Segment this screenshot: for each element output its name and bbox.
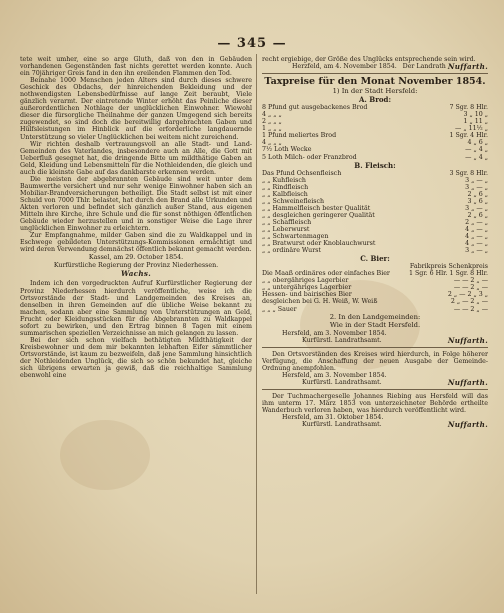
price-label: Das Pfund Ochsenfleisch [262, 169, 342, 177]
price-value: 3 „ 6 „ [467, 197, 488, 205]
price-label: „ „ desgleichen geringerer Qualität [262, 211, 375, 219]
paragraph: Der Tuchmachergeselle Johannes Riebing aus Hersfeld will das ihm unterm 17. März 1853 von unterzeichneter Behörde ertheilte Wanderbuch verloren haben, was hierdurch veröffentlicht wird. [262, 392, 488, 415]
signature-place: Hersfeld, am 31. Oktober 1854. [282, 414, 384, 422]
price-value: 2 „ — 2 „ — [450, 298, 488, 306]
signature-place: Hersfeld, am 3. November 1854. [282, 371, 387, 379]
price-row [262, 233, 488, 240]
paragraph: tete weit umher, eine so arge Gluth, daß von den in Gebäuden vorhandenen Gegenständen fast nichts gerettet werden konnte. Auch ein 70jähriger Greis fand in den ihn ereilenden Flammen den Tod. [20, 56, 252, 78]
price-value: 3 „ — „ [465, 204, 488, 212]
price-label: „ „ Hammelfleisch bester Qualität [262, 204, 371, 212]
price-value: 3 „ — „ [465, 247, 488, 255]
price-value: 2 „ 6 „ [467, 211, 488, 219]
price-value: — „ 11½ „ [455, 125, 488, 133]
price-label: 2 „ „ „ [262, 118, 282, 126]
signature-place: Hersfeld, am 3. November 1854. [282, 329, 387, 337]
section-rule [262, 347, 488, 348]
signature-name: Nuffarth. [447, 420, 488, 430]
price-value: — „ 4 „ [465, 146, 488, 154]
paragraph: Wir richten deshalb vertrauungsvoll an alle Stadt- und Land-Gemeinden des Vaterlandes, insbesondere auch an Alle, die Gott mit Ueberfluß gesegnet hat, die dringende Bitte um mildthätige Gaben an Geld, Kleidung und Lebensmitteln für die Nothleidenden, die gleich und auch die kleinste Gabe auf das dankbarste erkennen werden. [20, 140, 252, 176]
price-row [262, 154, 488, 161]
price-row [262, 184, 488, 191]
price-label: 8 Pfund gut ausgebackenes Brod [262, 104, 368, 112]
price-value: — „ 4 „ [465, 153, 488, 161]
price-value: 3 „ — „ [465, 176, 488, 184]
price-row [262, 270, 488, 277]
price-row [262, 226, 488, 233]
price-row [262, 284, 488, 291]
price-label: „ „ Rindfleisch [262, 183, 309, 191]
price-label: 7½ Loth Wecke [262, 146, 312, 154]
paragraph: Bei der sich schon vielfach bethätigten Mildthätigkeit der Kreisbewohner und dem mir bekannten lebhaften Eifer sämmtlicher Ortsvorstände, ist kaum zu bezweifeln, daß jene Sammlung hinsichtlich der Nothleidenden Unglück, die sich so schön bekundet hat, gleiche sich übrigens erwarten ja gewiß, daß die reichhaltige Sammlung ebenwohl eine [20, 336, 252, 380]
signature-name: Wachs. [120, 269, 152, 279]
signature-authority: Der Landrath [402, 63, 446, 71]
price-row [262, 111, 488, 118]
page-number: — 345 — [217, 36, 287, 51]
section-heading-land: 2. In den Landgemeinden: [329, 312, 421, 321]
paragraph: Beinahe 1000 Menschen jeden Alters sind durch dieses schwere Geschick des Obdachs, der hinreichenden Bekleidung und der nothwendigsten Lebensbedürfnisse auf lange Zeit beraubt, Viele gänzlich verarmt. Der eintretende Winter erhöht das Peinliche dieser außerordentlichen Nothlage der unglücklichen Einwohner. Wiewohl dieser die fürsorgliche Theilnahme der ganzen Umgegend sich bereits zugewendet, so sind doch die bereitwillig dargebrachten Gaben und Hülfsleistungen im Hinblick auf die erforderliche langdauernde Unterstützung so vieler Unglücklichen bei weitem nicht zureichend. [20, 77, 252, 141]
price-label: 4 „ „ „ [262, 139, 282, 147]
signature-authority: Kurfürstl. Landrathsamt. [302, 336, 382, 344]
signature-authority: Kurfürstliche Regierung der Provinz Niederhessen. [53, 262, 219, 270]
price-value: 3 Sgr. 8 Hlr. [449, 169, 488, 177]
price-label: 5 Loth Milch- oder Franzbrod [262, 153, 357, 161]
price-value: 1 „ 11 „ [463, 118, 488, 126]
price-label: „ „ Schwartenmagen [262, 233, 329, 241]
signature-authority: Kurfürstl. Landrathsamt. [302, 378, 382, 386]
price-value: 4 „ 6 „ [467, 139, 488, 147]
price-value: 7 Sgr. 8 Hlr. [449, 104, 488, 112]
section-rule [262, 73, 488, 74]
price-row [262, 298, 488, 305]
tax-title: Taxpreise für den Monat November 1854. [264, 76, 486, 88]
paragraph: Die meisten der abgebrannten Gebäude sind weit unter dem Baumwerthe versichert und nur sehr wenige Einwohner haben sich an Mobiliar-Brandversicherungen betheiligt. Die Stadt selbst ist mit einer Schuld von 7000 Thlr. belastet, hat durch den Brand alle Urkunden und Akten verloren und befindet sich gänzlich außer Stand, aus eigenen Mitteln ihre Kirche, ihre Schule und die für sonst nöthigen öffentlichen Gebäude wieder herzustellen und in sonstiger Weise die Lage ihrer unglücklichen Einwohner zu erleichtern. [20, 175, 252, 233]
price-row [262, 132, 488, 139]
price-value: 2 „ — 2 „ 3 „ [447, 291, 488, 299]
price-value: — — 2 „ — [453, 284, 488, 292]
tax-subtitle: 1) In der Stadt Hersfeld: [332, 87, 418, 96]
price-label: „ „ Schaffleisch [262, 218, 312, 226]
price-row [262, 277, 488, 284]
price-row [262, 219, 488, 226]
right-column [262, 56, 488, 428]
price-label: desgleichen bei G. H. Weiß, W. Weiß [262, 298, 378, 306]
price-label: „ „ Kuhfleisch [262, 176, 306, 184]
price-label: 1 Pfund meliertes Brod [262, 132, 337, 140]
price-label: 1 „ „ „ [262, 125, 282, 133]
fleisch-list [262, 170, 488, 255]
price-value: — — 2 „ — [453, 305, 488, 313]
paragraph: Indem ich den vorgedruckten Aufruf Kurfürstlicher Regierung der Provinz Niederhessen hierdurch veröffentliche, weise ich die Ortsvorstände der Stadt- und Landgemeinden des Kreises an, denselben in ihren Gemeinden auf die übliche Weise bekannt zu machen, sodann aber eine Sammlung von Unterstützungen an Geld, Frucht oder Kleidungsstücken für die Abgebrannten zu Waldkappel sofort zu bewirken, und den Ertrag binnen 8 Tagen mit einem summarischen speziellen Verzeichnisse an mich gelangen zu lassen. [20, 280, 252, 337]
price-value: 4 „ — „ [465, 240, 488, 248]
paragraph: recht ergiebige, der Größe des Unglücks entsprechende sein wird. [262, 56, 476, 63]
price-row [262, 240, 488, 247]
price-label: „ „ Leberwurst [262, 225, 310, 233]
price-label: „ „ Bratwurst oder Knoblauchwurst [262, 240, 376, 248]
price-value: 3 „ 10 „ [463, 111, 488, 119]
signature-place: Herzfeld, am 4. November 1854. [292, 63, 397, 71]
paper-stain [60, 420, 150, 490]
section-heading-bier: C. Bier: [360, 254, 390, 264]
price-row [262, 139, 488, 146]
price-value: 3 „ — „ [465, 183, 488, 191]
price-row [262, 291, 488, 298]
price-value: — — 2 „ — [453, 277, 488, 285]
price-label: „ „ „ Sauer [262, 305, 297, 313]
brod-list [262, 104, 488, 160]
price-row [262, 125, 488, 132]
signature-authority: Kurfürstl. Landrathsamt. [302, 421, 382, 429]
price-label: Hessen- und bairisches Bier [262, 291, 352, 299]
signature-name: Nuffarth. [447, 335, 488, 345]
section-rule [262, 389, 488, 390]
bier-list [262, 270, 488, 312]
price-label: „ „ Kalbfleisch [262, 190, 308, 198]
left-column [20, 56, 252, 379]
paragraph: Den Ortsvorständen des Kreises wird hierdurch, in Folge höherer Verfügung, die Anschaffung der neuen Ausgabe der Gemeinde-Ordnung anempfohlen. [262, 350, 488, 372]
price-row [262, 118, 488, 125]
paragraph: Zur Empfangnahme, milder Gaben sind die zu Waldkappel und in Eschwege gebildeten Unterstützungs-Kommissionen ermächtigt und wird deren Verwendung demnächst öffentlich bekannt gemacht werden. [20, 232, 252, 254]
price-label: „ „ untergähriges Lagerbier [262, 284, 352, 292]
column-divider [256, 54, 257, 594]
signature-place: Kassel, am 29. October 1854. [88, 254, 184, 262]
price-row [262, 146, 488, 153]
price-row [262, 104, 488, 111]
price-row [262, 170, 488, 177]
price-row [262, 191, 488, 198]
price-value: 2 „ 6 „ [467, 190, 488, 198]
price-value: 1 Sgr. 4 Hlr. [449, 132, 488, 140]
price-label: 4 „ „ „ [262, 111, 282, 119]
price-value: 1 Sgr. 6 Hlr. 1 Sgr. 8 Hlr. [408, 270, 488, 278]
price-value: 4 „ — „ [465, 225, 488, 233]
price-label: „ „ ordinäre Wurst [262, 247, 321, 255]
section-heading-brod: A. Brod: [358, 95, 392, 105]
signature-name: Nuffarth. [447, 62, 488, 72]
bier-column-header: Fabrikpreis Schenkpreis [409, 263, 488, 271]
price-value: 4 „ — „ [465, 233, 488, 241]
price-row [262, 198, 488, 205]
section-heading-fleisch: B. Fleisch: [354, 160, 396, 170]
price-row [262, 177, 488, 184]
price-label: „ „ obergähriges Lagerbier [262, 277, 349, 285]
signature-name: Nuffarth. [447, 377, 488, 387]
price-label: „ „ Schweinefleisch [262, 197, 325, 205]
price-label: Die Maaß ordinäres oder einfaches Bier [262, 270, 390, 278]
price-row [262, 306, 488, 313]
price-row [262, 205, 488, 212]
price-row [262, 212, 488, 219]
price-value: 2 „ — „ [465, 218, 488, 226]
price-row [262, 247, 488, 254]
section-text: Wie in der Stadt Hersfeld. [329, 320, 421, 329]
